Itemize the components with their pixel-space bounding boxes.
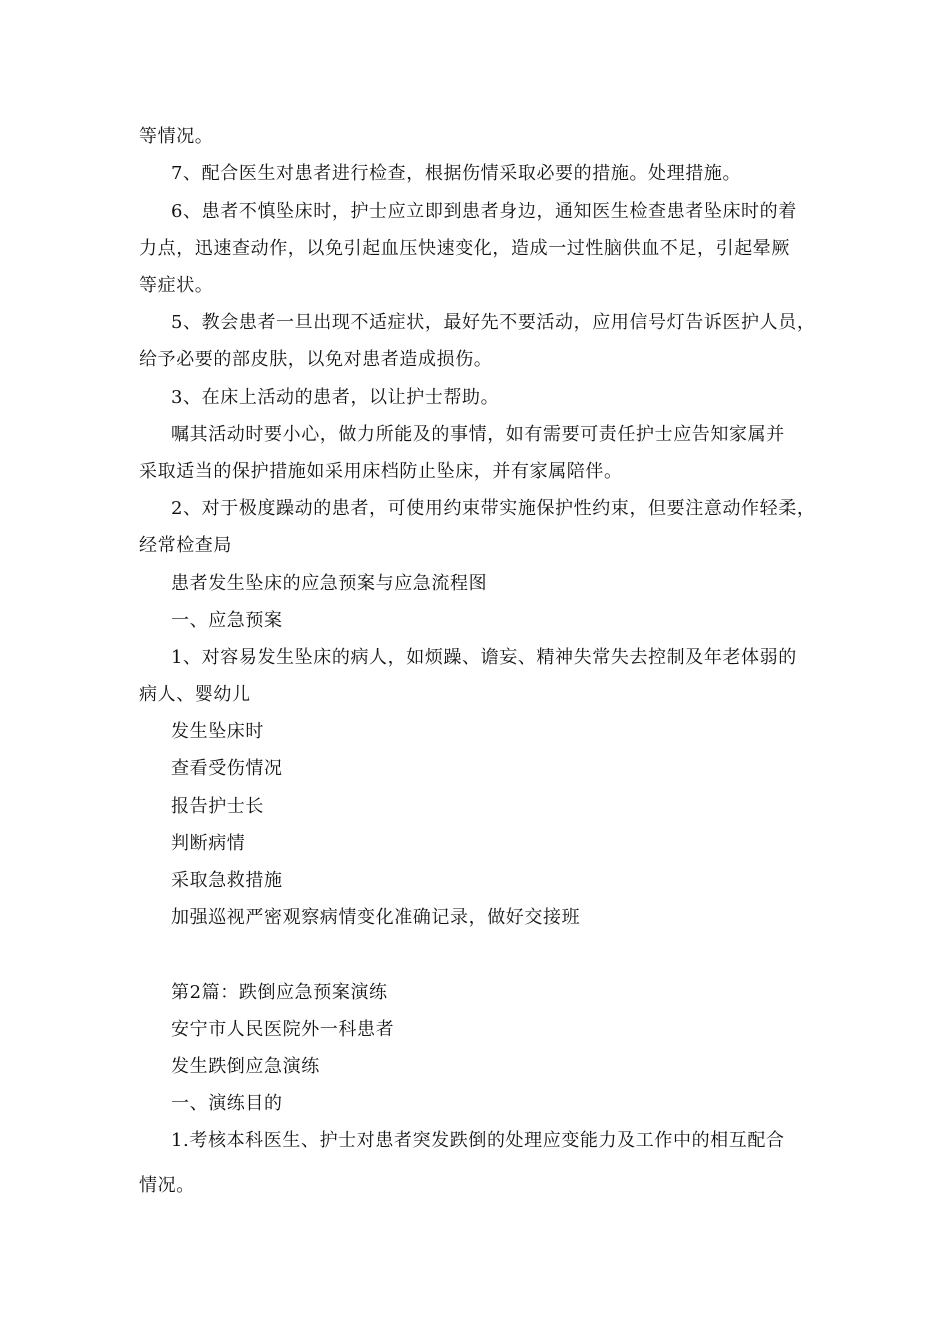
- text-line: 7、配合医生对患者进行检查，根据伤情采取必要的措施。处理措施。: [171, 163, 742, 184]
- section-heading: 患者发生坠床的应急预案与应急流程图: [171, 573, 488, 594]
- text-line: 1.考核本科医生、护士对患者突发跌倒的处理应变能力及工作中的相互配合: [171, 1130, 785, 1151]
- text-line: 情况。: [139, 1175, 195, 1196]
- text-line: 6、患者不慎坠床时，护士应立即到患者身边，通知医生检查患者坠床时的着: [171, 201, 797, 222]
- text-line: 力点，迅速查动作，以免引起血压快速变化，造成一过性脑供血不足，引起晕厥: [139, 238, 790, 259]
- text-line: 2、对于极度躁动的患者，可使用约束带实施保护性约束，但要注意动作轻柔，: [171, 498, 816, 519]
- text-line: 5、教会患者一旦出现不适症状，最好先不要活动，应用信号灯告诉医护人员，: [171, 312, 816, 333]
- text-line: 病人、婴幼儿: [139, 684, 251, 705]
- section-heading: 一、应急预案: [171, 610, 283, 631]
- text-line: 等情况。: [139, 126, 214, 147]
- text-line: 给予必要的部皮肤，以免对患者造成损伤。: [139, 349, 493, 370]
- section-heading: 一、演练目的: [171, 1093, 283, 1114]
- flowchart-step: 采取急救措施: [171, 870, 283, 891]
- flowchart-step: 查看受伤情况: [171, 758, 283, 779]
- text-line: 嘱其活动时要小心，做力所能及的事情，如有需要可责任护士应告知家属并: [171, 424, 785, 445]
- flowchart-step: 加强巡视严密观察病情变化准确记录，做好交接班: [171, 907, 581, 928]
- flowchart-step: 判断病情: [171, 833, 246, 854]
- text-line: 经常检查局: [139, 535, 232, 556]
- text-line: 3、在床上活动的患者，以让护士帮助。: [171, 387, 500, 408]
- text-line: 等症状。: [139, 275, 214, 296]
- flowchart-step: 发生坠床时: [171, 721, 264, 742]
- text-line: 1、对容易发生坠床的病人，如烦躁、谵妄、精神失常失去控制及年老体弱的: [171, 647, 797, 668]
- text-line: 发生跌倒应急演练: [171, 1056, 320, 1077]
- text-line: 采取适当的保护措施如采用床档防止坠床，并有家属陪伴。: [139, 461, 623, 482]
- chapter-title: 第2篇：跌倒应急预案演练: [171, 982, 388, 1003]
- text-line: 安宁市人民医院外一科患者: [171, 1019, 395, 1040]
- flowchart-step: 报告护士长: [171, 796, 264, 817]
